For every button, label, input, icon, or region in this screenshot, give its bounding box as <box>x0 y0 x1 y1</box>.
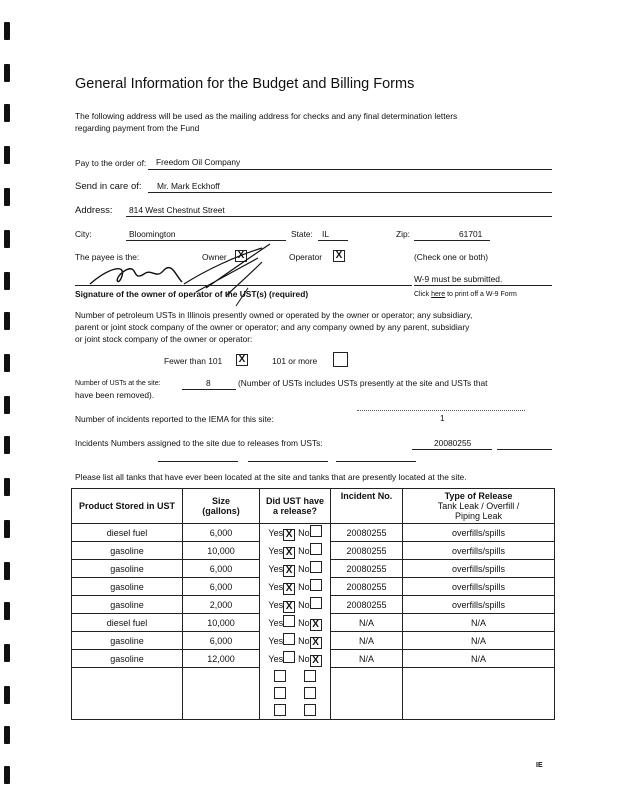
release-cell <box>260 560 331 578</box>
w9-line <box>414 285 552 286</box>
table-row <box>72 702 555 720</box>
no-label: No <box>298 563 310 574</box>
more-label: 101 or more <box>272 356 318 366</box>
product-cell[interactable] <box>72 668 183 686</box>
state-label: State: <box>291 229 313 239</box>
size-cell[interactable] <box>183 702 260 720</box>
yes-label: Yes <box>268 527 284 538</box>
page-mark: IE <box>536 762 543 769</box>
product-cell[interactable]: gasoline <box>72 560 183 578</box>
incident-cell[interactable] <box>331 668 403 686</box>
no-checkbox[interactable] <box>310 543 322 555</box>
incident-numbers-label: Incidents Numbers assigned to the site due to releases from USTs: <box>75 438 323 448</box>
payto-value[interactable]: Freedom Oil Company <box>156 157 241 167</box>
yes-checkbox[interactable] <box>283 615 295 627</box>
no-checkbox[interactable] <box>304 670 316 682</box>
no-label: No <box>298 599 310 610</box>
incident-cell[interactable]: 20080255 <box>331 524 403 542</box>
w9-link-text <box>414 291 517 298</box>
binder-mark <box>4 354 10 372</box>
more-checkbox[interactable] <box>333 352 348 367</box>
no-label: No <box>298 653 310 664</box>
yes-label: Yes <box>268 581 284 592</box>
yes-checkbox[interactable]: X <box>283 601 295 613</box>
binder-mark <box>4 602 10 620</box>
type-cell[interactable] <box>403 668 555 686</box>
incident-cell[interactable]: 20080255 <box>331 578 403 596</box>
binder-mark <box>4 188 10 206</box>
incident-cell[interactable]: 20080255 <box>331 560 403 578</box>
payto-label: Pay to the order of: <box>75 158 147 168</box>
type-cell[interactable] <box>403 685 555 702</box>
yes-checkbox[interactable] <box>283 633 295 645</box>
intro-text: The following address will be used as the mailing address for checks and any final determination letters <box>75 111 458 121</box>
zip-value[interactable]: 61701 <box>459 229 483 239</box>
incident-numbers-underline <box>412 449 492 450</box>
binder-mark <box>4 562 10 580</box>
size-cell[interactable]: 6,000 <box>183 578 260 596</box>
zip-label: Zip: <box>396 229 410 239</box>
incident-numbers-underline <box>497 449 552 450</box>
w9-link-suffix: to print off a W-9 Form <box>445 291 517 298</box>
incident-cell[interactable]: 20080255 <box>331 542 403 560</box>
size-cell[interactable]: 6,000 <box>183 560 260 578</box>
yes-checkbox[interactable]: X <box>283 529 295 541</box>
table-row <box>72 524 555 542</box>
signature-label: Signature of the owner of operator of the UST(s) (required) <box>75 289 309 299</box>
size-cell[interactable]: 6,000 <box>183 632 260 650</box>
header-product: Product Stored in UST <box>72 489 183 524</box>
incidents-underline <box>357 410 525 411</box>
state-value[interactable]: IL <box>322 229 329 239</box>
release-cell <box>260 685 331 702</box>
numusts-underline <box>182 389 236 390</box>
table-row <box>72 668 555 686</box>
table-row <box>72 614 555 632</box>
incident-cell[interactable]: N/A <box>331 614 403 632</box>
binder-mark <box>4 396 10 414</box>
product-cell[interactable]: gasoline <box>72 542 183 560</box>
type-cell[interactable]: overfills/spills <box>403 524 555 542</box>
binder-mark <box>4 22 10 40</box>
incident-numbers-underline <box>158 461 238 462</box>
incident-cell[interactable]: N/A <box>331 632 403 650</box>
table-row <box>72 578 555 596</box>
yes-checkbox[interactable]: X <box>283 583 295 595</box>
payto-underline <box>148 169 552 170</box>
numusts-value[interactable]: 8 <box>206 378 211 388</box>
release-cell <box>260 596 331 614</box>
no-checkbox[interactable] <box>310 597 322 609</box>
no-label: No <box>298 581 310 592</box>
header-release-line2: a release? <box>272 506 318 516</box>
binder-mark <box>4 520 10 538</box>
owner-checkbox[interactable]: X <box>235 250 247 262</box>
release-cell <box>260 578 331 596</box>
no-checkbox[interactable] <box>304 704 316 716</box>
no-label: No <box>298 617 310 628</box>
address-value[interactable]: 814 West Chestnut Street <box>129 205 225 215</box>
table-row <box>72 650 555 668</box>
table-row <box>72 632 555 650</box>
yes-checkbox[interactable]: X <box>283 547 295 559</box>
size-cell[interactable] <box>183 685 260 702</box>
product-cell[interactable]: gasoline <box>72 650 183 668</box>
no-label: No <box>298 635 310 646</box>
owner-label: Owner <box>202 252 227 262</box>
size-cell[interactable]: 10,000 <box>183 614 260 632</box>
binder-mark <box>4 104 10 122</box>
yes-label: Yes <box>268 653 284 664</box>
release-cell <box>260 650 331 668</box>
release-cell <box>260 524 331 542</box>
yes-label: Yes <box>268 599 284 610</box>
w9-note: W-9 must be submitted. <box>414 274 503 284</box>
w9-link-prefix: Click <box>414 291 432 298</box>
incident-numbers-underline <box>248 461 328 462</box>
yes-label: Yes <box>268 635 284 646</box>
petroleum-text: parent or joint stock company of the owner or operator; and any company owned by any parent, subsidiary <box>75 322 470 332</box>
header-type <box>403 489 555 524</box>
incident-cell[interactable]: N/A <box>331 650 403 668</box>
header-type-line2: Tank Leak / Overfill / <box>437 501 520 511</box>
no-label: No <box>298 527 310 538</box>
city-value[interactable]: Bloomington <box>129 229 176 239</box>
product-cell[interactable]: diesel fuel <box>72 524 183 542</box>
binder-mark <box>4 644 10 662</box>
fewer-checkbox[interactable]: X <box>236 354 248 366</box>
zip-underline <box>414 240 490 241</box>
state-underline <box>318 240 348 241</box>
intro-text: regarding payment from the Fund <box>75 123 200 133</box>
no-checkbox[interactable]: X <box>310 637 322 649</box>
incidents-label: Number of incidents reported to the IEMA for this site: <box>75 414 274 424</box>
payee-label: The payee is the: <box>75 252 140 262</box>
incare-label: Send in care of: <box>75 181 142 192</box>
yes-label: Yes <box>268 545 284 556</box>
product-cell[interactable] <box>72 685 183 702</box>
header-release <box>260 489 331 524</box>
header-type-line3: Piping Leak <box>454 511 503 521</box>
petroleum-text: Number of petroleum USTs in Illinois presently owned or operated by the owner or operator; any subsidiary, <box>75 310 473 320</box>
incare-value[interactable]: Mr. Mark Eckhoff <box>157 181 220 191</box>
header-release-line1: Did UST have <box>265 496 324 506</box>
table-header-row <box>72 489 555 524</box>
size-cell[interactable]: 12,000 <box>183 650 260 668</box>
incident-cell[interactable] <box>331 685 403 702</box>
no-checkbox[interactable] <box>310 525 322 537</box>
yes-label: Yes <box>268 563 284 574</box>
table-row <box>72 542 555 560</box>
release-cell <box>260 542 331 560</box>
numusts-note: have been removed). <box>75 390 155 400</box>
product-cell[interactable]: gasoline <box>72 596 183 614</box>
yes-checkbox[interactable] <box>283 651 295 663</box>
product-cell[interactable]: gasoline <box>72 578 183 596</box>
address-label: Address: <box>75 205 113 216</box>
signature-line <box>75 285 412 286</box>
binder-mark <box>4 478 10 496</box>
petroleum-text: or joint stock company of the owner or operator: <box>75 334 253 344</box>
product-cell[interactable] <box>72 702 183 720</box>
binder-mark <box>4 146 10 164</box>
yes-checkbox[interactable] <box>274 704 286 716</box>
binder-mark <box>4 230 10 248</box>
table-row <box>72 560 555 578</box>
product-cell[interactable]: gasoline <box>72 632 183 650</box>
ust-table <box>71 488 555 720</box>
numusts-note: (Number of USTs includes USTs presently at the site and USTs that <box>238 378 488 388</box>
no-checkbox[interactable] <box>310 561 322 573</box>
operator-label: Operator <box>289 252 323 262</box>
release-cell <box>260 632 331 650</box>
list-instruction: Please list all tanks that have ever been located at the site and tanks that are presently located at the site. <box>75 472 467 482</box>
no-checkbox[interactable]: X <box>310 619 322 631</box>
numusts-label: Number of USTs at the site: <box>75 380 161 387</box>
yes-checkbox[interactable] <box>274 687 286 699</box>
check-note: (Check one or both) <box>414 252 489 262</box>
size-cell[interactable]: 10,000 <box>183 542 260 560</box>
page-title: General Information for the Budget and Billing Forms <box>75 76 415 92</box>
release-cell <box>260 614 331 632</box>
size-cell[interactable]: 2,000 <box>183 596 260 614</box>
incidents-value[interactable]: 1 <box>440 413 445 423</box>
type-cell[interactable]: overfills/spills <box>403 578 555 596</box>
header-incident: Incident No. <box>331 489 403 524</box>
size-cell[interactable] <box>183 668 260 686</box>
yes-checkbox[interactable]: X <box>283 565 295 577</box>
type-cell[interactable]: N/A <box>403 614 555 632</box>
binder-mark <box>4 766 10 784</box>
release-cell <box>260 702 331 720</box>
incident-numbers-value[interactable]: 20080255 <box>434 438 472 448</box>
incare-underline <box>148 192 552 193</box>
w9-link[interactable]: here <box>431 291 446 298</box>
yes-checkbox[interactable] <box>274 670 286 682</box>
fewer-label: Fewer than 101 <box>164 356 223 366</box>
header-size <box>183 489 260 524</box>
table-row <box>72 596 555 614</box>
no-label: No <box>298 545 310 556</box>
incident-numbers-underline <box>336 461 416 462</box>
type-cell[interactable]: N/A <box>403 632 555 650</box>
operator-checkbox[interactable]: X <box>333 250 345 262</box>
header-size-unit: (gallons) <box>202 506 240 516</box>
city-label: City: <box>75 229 92 239</box>
product-cell[interactable]: diesel fuel <box>72 614 183 632</box>
type-cell[interactable] <box>403 702 555 720</box>
binder-mark <box>4 64 10 82</box>
binder-mark <box>4 312 10 330</box>
no-checkbox[interactable] <box>304 687 316 699</box>
table-row <box>72 685 555 702</box>
release-cell <box>260 668 331 686</box>
type-cell[interactable]: overfills/spills <box>403 596 555 614</box>
binder-mark <box>4 436 10 454</box>
incident-cell[interactable]: 20080255 <box>331 596 403 614</box>
binder-mark <box>4 686 10 704</box>
header-type-line1: Type of Release <box>444 491 513 501</box>
no-checkbox[interactable]: X <box>310 655 322 667</box>
yes-label: Yes <box>268 617 284 628</box>
header-size-label: Size <box>211 496 230 506</box>
type-cell[interactable]: overfills/spills <box>403 560 555 578</box>
address-underline <box>126 216 552 217</box>
binder-mark <box>4 272 10 290</box>
type-cell[interactable]: N/A <box>403 650 555 668</box>
type-cell[interactable]: overfills/spills <box>403 542 555 560</box>
size-cell[interactable]: 6,000 <box>183 524 260 542</box>
no-checkbox[interactable] <box>310 579 322 591</box>
binder-mark <box>4 726 10 744</box>
incident-cell[interactable] <box>331 702 403 720</box>
